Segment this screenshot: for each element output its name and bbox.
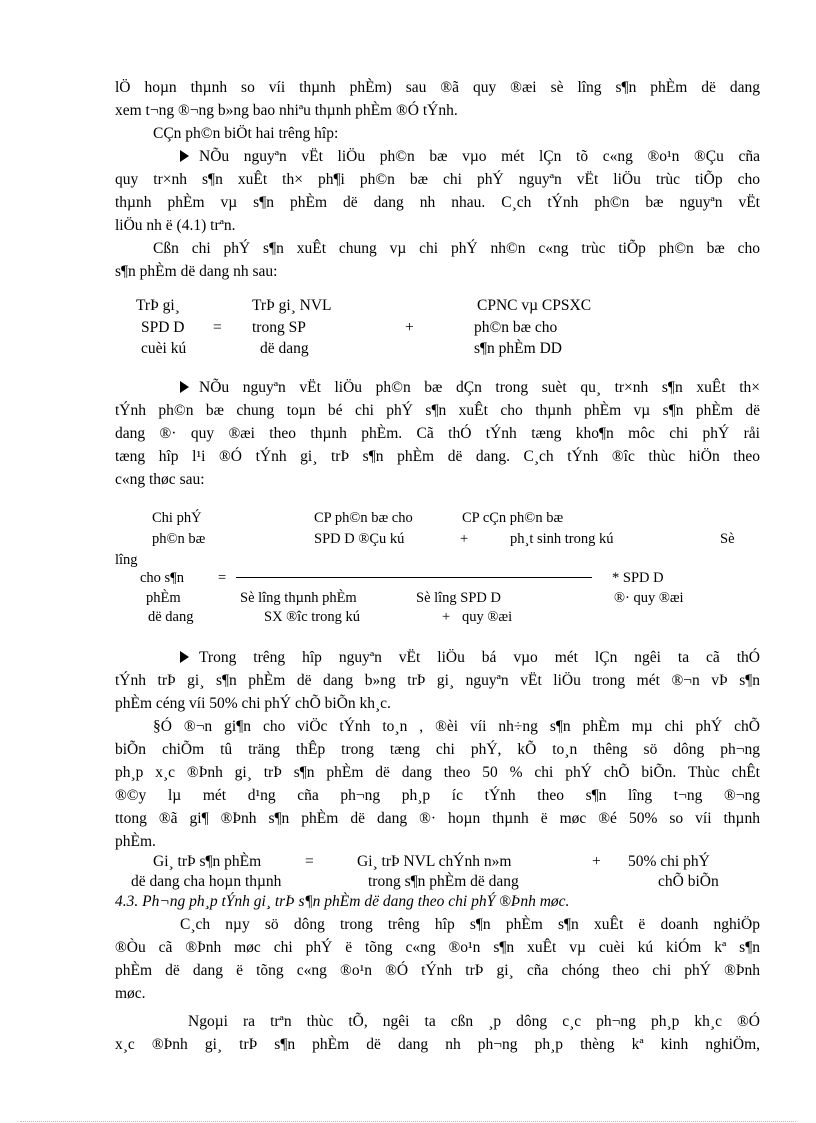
- text-line: lÖ hoµn thµnh so víi thµnh phÈm) sau ®ã quy ®æi sè lîng s¶n phÈm dë dang: [115, 79, 760, 96]
- formula-operator: +: [592, 853, 601, 870]
- formula-term: ®· quy ®æi: [614, 590, 684, 606]
- text-line: Ngoµi ra trªn thùc tÕ, ngêi ta cßn ¸p dông c¸c ph¬ng ph¸p kh¸c ®Ó: [188, 1013, 760, 1030]
- text-line: s¶n phÈm dë dang nh sau:: [115, 263, 278, 280]
- formula-term: ph©n bæ: [152, 531, 206, 547]
- formula-term: s¶n phÈm DD: [474, 340, 562, 357]
- text-line: biÕn chiÕm tû träng thÊp trong tæng chi phÝ, kÕ to¸n thêng sö dông ph¬ng: [115, 741, 760, 758]
- formula-operator: +: [405, 319, 414, 336]
- formula-term: chÕ biÕn: [658, 873, 719, 890]
- formula-operator: +: [442, 609, 451, 625]
- formula-term: dë dang: [260, 340, 309, 357]
- formula-term: Sè: [720, 531, 735, 547]
- formula-term: Gi¸ trÞ s¶n phÈm: [153, 853, 262, 870]
- formula-term: Gi¸ trÞ NVL chÝnh n»m: [357, 853, 512, 870]
- text-line: x¸c ®Þnh gi¸ trÞ s¶n phÈm dë dang nh ph¬ng ph¸p thèng kª kinh nghiÖm,: [115, 1036, 760, 1053]
- text-line: c«ng thøc sau:: [115, 471, 205, 488]
- text-line: møc.: [115, 985, 146, 1002]
- text-line: ®Òu cã ®Þnh møc chi phÝ ë tõng c«ng ®o¹n s¶n xuÊt vµ cuèi kú kiÓm kª s¶n: [115, 939, 760, 956]
- text-line: phÈm dë dang ë tõng c«ng ®o¹n ®Ó tÝnh trÞ gi¸ cña chóng theo chi phÝ ®Þnh: [115, 962, 760, 979]
- text-line: CÇn ph©n biÖt hai trêng hîp:: [153, 125, 339, 142]
- formula-term: Sè lîng SPD D: [416, 590, 502, 606]
- formula-operator: =: [218, 570, 227, 586]
- formula-term: SPD D: [141, 319, 185, 336]
- formula-term: 50% chi phÝ: [628, 853, 710, 870]
- text-line: xem t¬ng ®¬ng b»ng bao nhiªu thµnh phÈm ®Ó tÝnh.: [115, 102, 458, 119]
- formula-operator: =: [213, 319, 222, 336]
- text-line: ttong ®ã gi¶ ®Þnh s¶n phÈm dë dang ®· hoµn thµnh ë møc ®é 50% so víi thµnh: [115, 810, 760, 827]
- arrow-bullet-icon: [180, 150, 189, 162]
- text-line: C¸ch nµy sö dông trong trêng hîp s¶n phÈm s¶n xuÊt ë doanh nghiÖp: [180, 916, 760, 933]
- bullet-item: [180, 378, 760, 398]
- formula-term: * SPD D: [612, 570, 664, 586]
- formula-term: quy ®æi: [462, 609, 513, 625]
- formula-term: Sè lîng thµnh phÈm: [240, 590, 357, 606]
- bullet-text: NÕu nguyªn vËt liÖu ph©n bæ dÇn trong suèt qu¸ tr×nh s¶n xuÊt th×: [199, 379, 760, 396]
- text-line: §Ó ®¬n gi¶n cho viÖc tÝnh to¸n , ®èi víi nh÷ng s¶n phÈm mµ chi phÝ chÕ: [153, 718, 760, 735]
- formula-term: cuèi kú: [141, 340, 187, 357]
- bullet-item: [180, 648, 760, 668]
- formula-term: ph¸t sinh trong kú: [510, 531, 614, 547]
- formula-term: CP ph©n bæ cho: [314, 510, 413, 526]
- text-line: quy tr×nh s¶n xuÊt th× ph¶i ph©n bæ chi phÝ nguyªn vËt liÖu trùc tiÕp cho: [115, 171, 760, 188]
- text-line: liÖu nh ë (4.1) trªn.: [115, 217, 236, 234]
- text-line: thµnh phÈm vµ s¶n phÈm dë dang nh nhau. C¸ch tÝnh ph©n bæ nguyªn vËt: [115, 194, 760, 211]
- section-heading: 4.3. Ph¬ng ph¸p tÝnh gi¸ trÞ s¶n phÈm dë dang theo chi phÝ ®Þnh møc.: [115, 893, 570, 910]
- formula-term: CPNC vµ CPSXC: [477, 297, 592, 314]
- formula-term: TrÞ gi¸: [136, 297, 180, 314]
- text-line: dang ®· quy ®æi theo thµnh phÈm. Cã thÓ tÝnh tæng kho¶n môc chi phÝ råi: [115, 425, 760, 442]
- formula-term: CP cÇn ph©n bæ: [462, 510, 564, 526]
- text-line: phÈm.: [115, 833, 156, 850]
- formula-operator: +: [460, 531, 469, 547]
- page-border: [20, 1121, 796, 1122]
- formula-term: trong s¶n phÈm dë dang: [368, 873, 519, 890]
- formula-term: SPD D ®Çu kú: [314, 531, 405, 547]
- text-line: ®©y lµ mét d¹ng cña ph¬ng ph¸p íc tÝnh theo s¶n lîng t¬ng ®¬ng: [115, 787, 760, 804]
- formula-term: Chi phÝ: [152, 510, 202, 526]
- arrow-bullet-icon: [180, 381, 189, 393]
- text-line: ph¸p x¸c ®Þnh gi¸ trÞ s¶n phÈm dë dang theo 50 % chi phÝ chÕ biÕn. Thùc chÊt: [115, 764, 760, 781]
- formula-term: cho s¶n: [140, 570, 185, 586]
- text-line: tÝnh ph©n bæ chung toµn bé chi phÝ s¶n xuÊt cho thµnh phÈm vµ s¶n phÈm dë: [115, 402, 760, 419]
- formula-term: dë dang cha hoµn thµnh: [131, 873, 282, 890]
- fraction-bar: [236, 577, 592, 578]
- text-line: phÈm céng víi 50% chi phÝ chÕ biÕn kh¸c.: [115, 695, 391, 712]
- bullet-item: [180, 147, 760, 167]
- formula-term: trong SP: [252, 319, 306, 336]
- arrow-bullet-icon: [180, 651, 189, 663]
- formula-term: TrÞ gi¸ NVL: [252, 297, 332, 314]
- formula-term: SX ®îc trong kú: [264, 609, 360, 625]
- formula-operator: =: [305, 853, 314, 870]
- text-line: tæng hîp l¹i ®Ó tÝnh gi¸ trÞ s¶n phÈm dë dang. C¸ch tÝnh ®îc thùc hiÖn theo: [115, 448, 760, 465]
- text-line: tÝnh trÞ gi¸ s¶n phÈm dë dang b»ng trÞ gi¸ nguyªn vËt liÖu trong mét ®¬n vÞ s¶n: [115, 672, 760, 689]
- bullet-text: NÕu nguyªn vËt liÖu ph©n bæ vµo mét lÇn tõ c«ng ®o¹n ®Çu cña: [199, 148, 760, 165]
- formula-term: ph©n bæ cho: [474, 319, 558, 336]
- formula-term: lîng: [115, 552, 138, 568]
- bullet-text: Trong trêng hîp nguyªn vËt liÖu bá vµo mét lÇn ngêi ta cã thÓ: [199, 649, 760, 666]
- text-line: Cßn chi phÝ s¶n xuÊt chung vµ chi phÝ nh©n c«ng trùc tiÕp ph©n bæ cho: [153, 240, 760, 257]
- formula-term: phÈm: [146, 590, 181, 606]
- formula-term: dë dang: [148, 609, 194, 625]
